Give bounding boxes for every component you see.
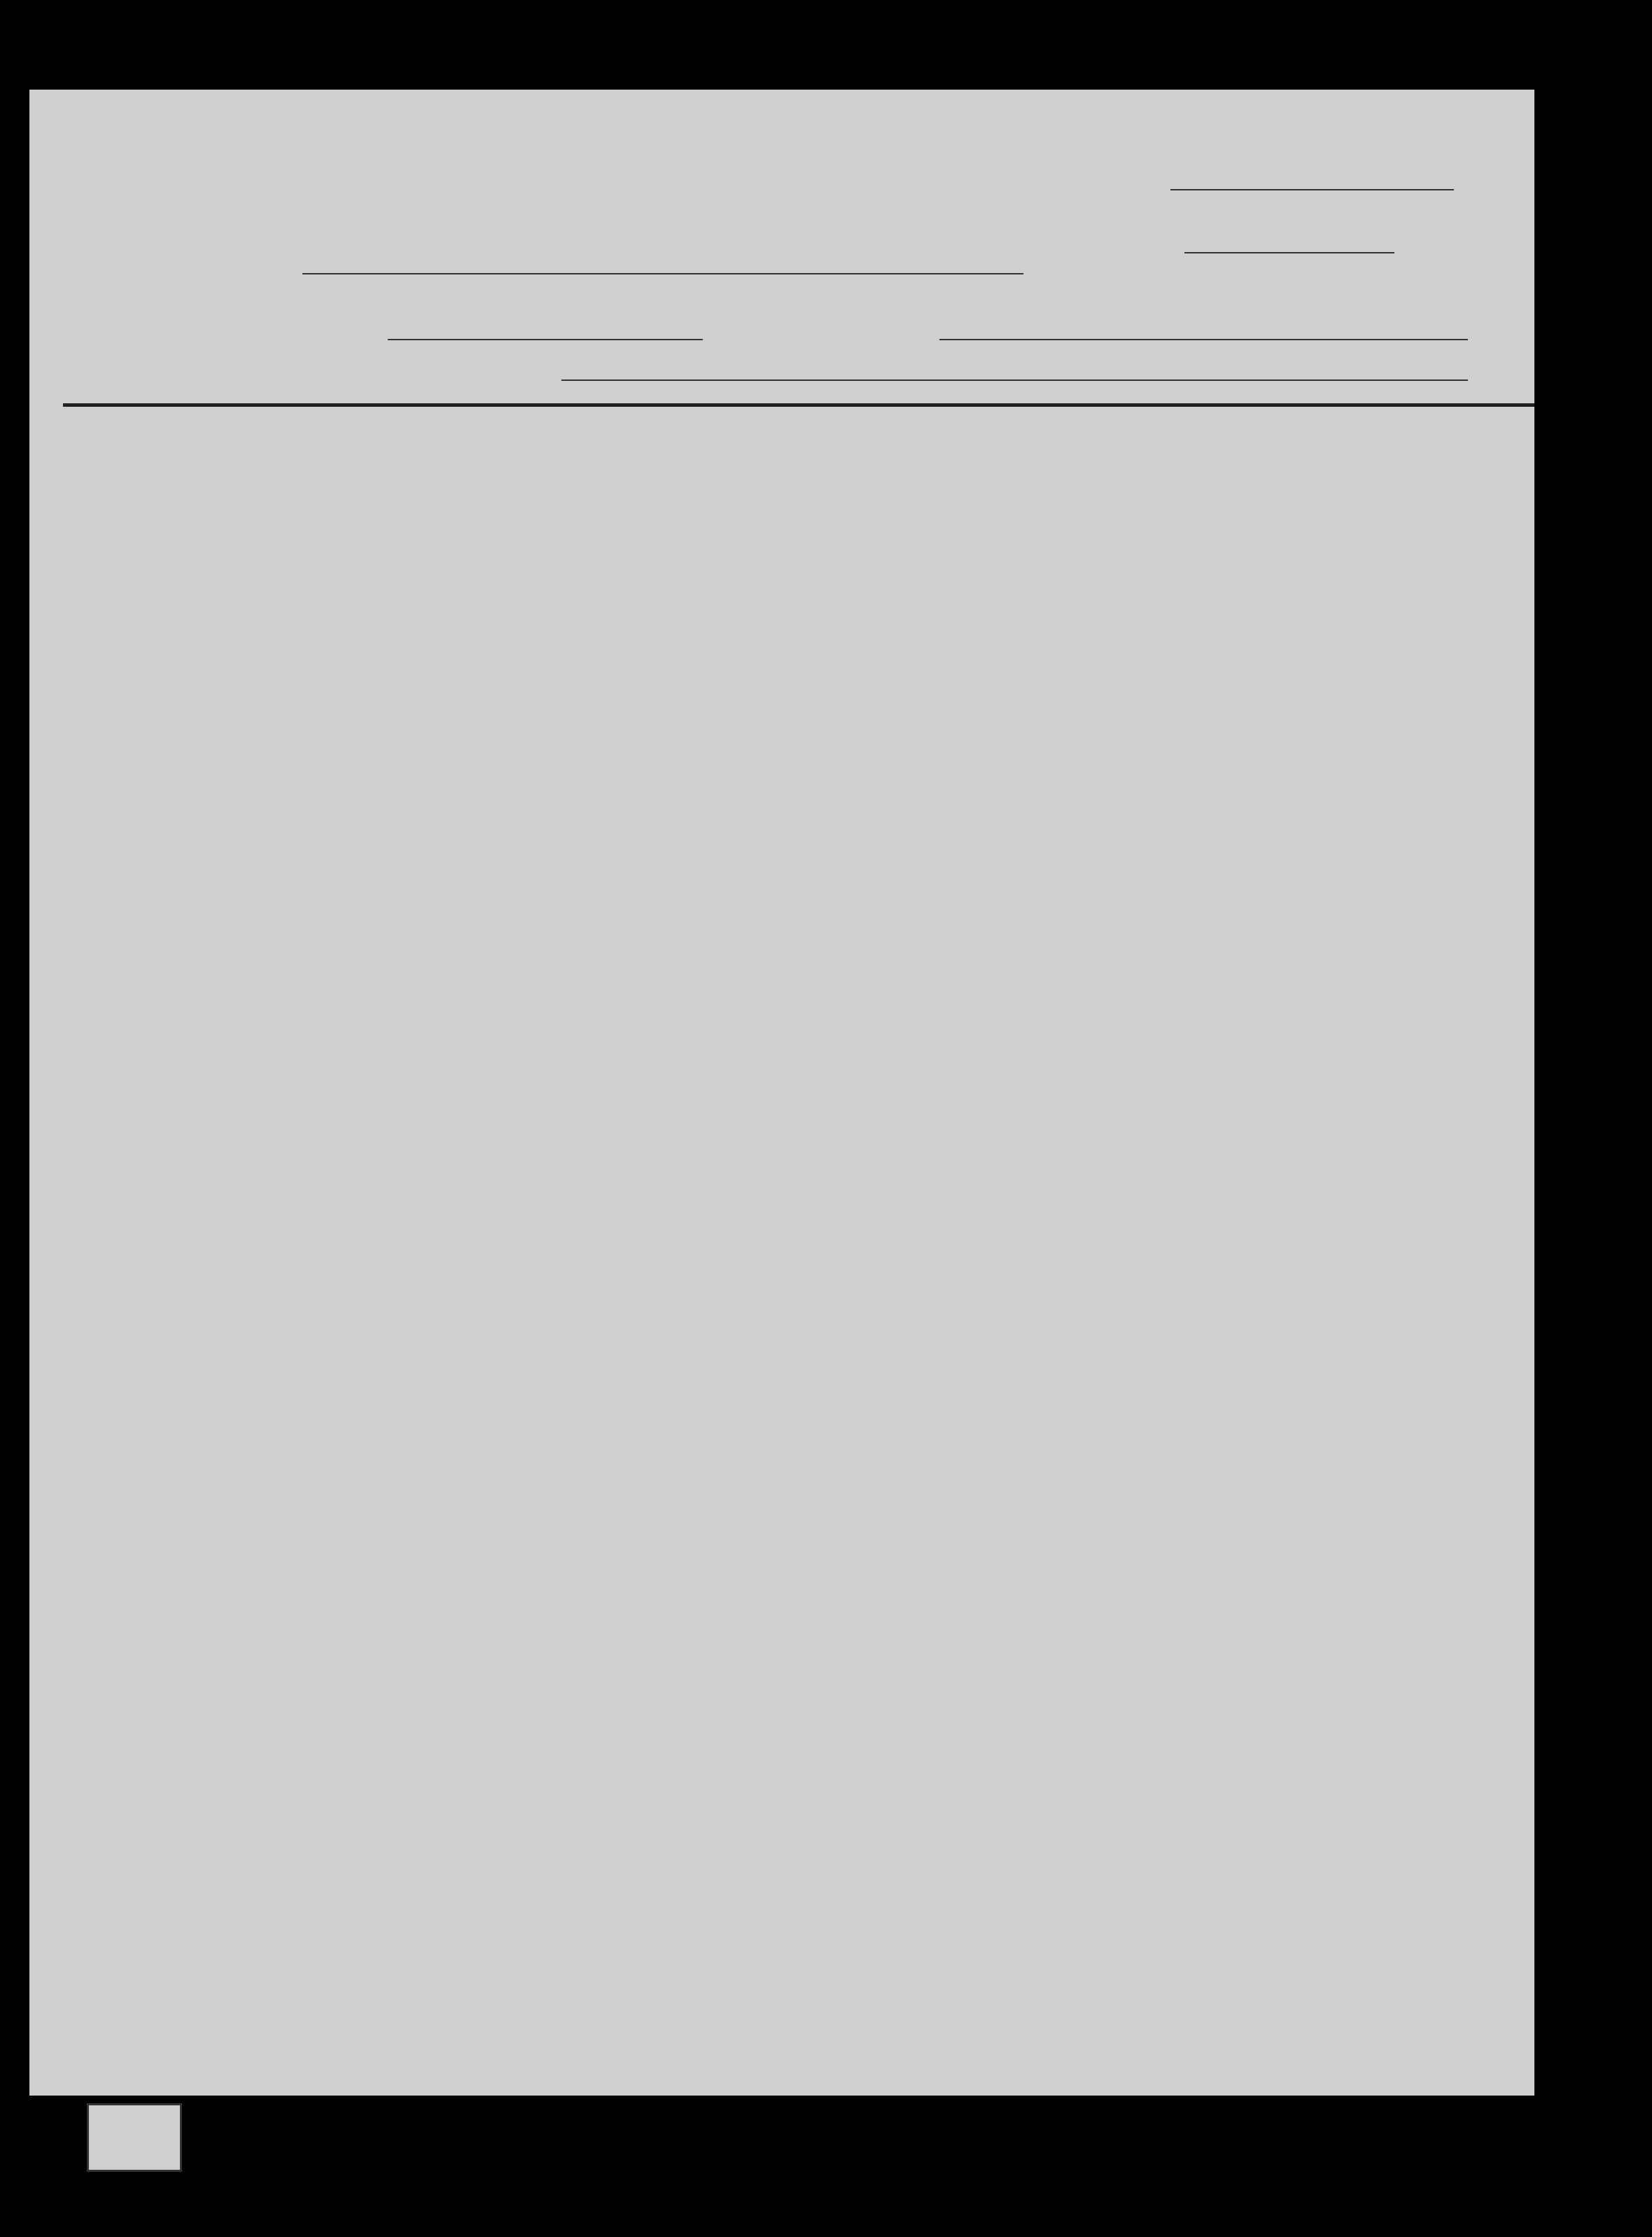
total-box — [87, 2103, 182, 2172]
document-page — [29, 90, 1534, 2096]
table-grid — [29, 90, 1534, 2096]
